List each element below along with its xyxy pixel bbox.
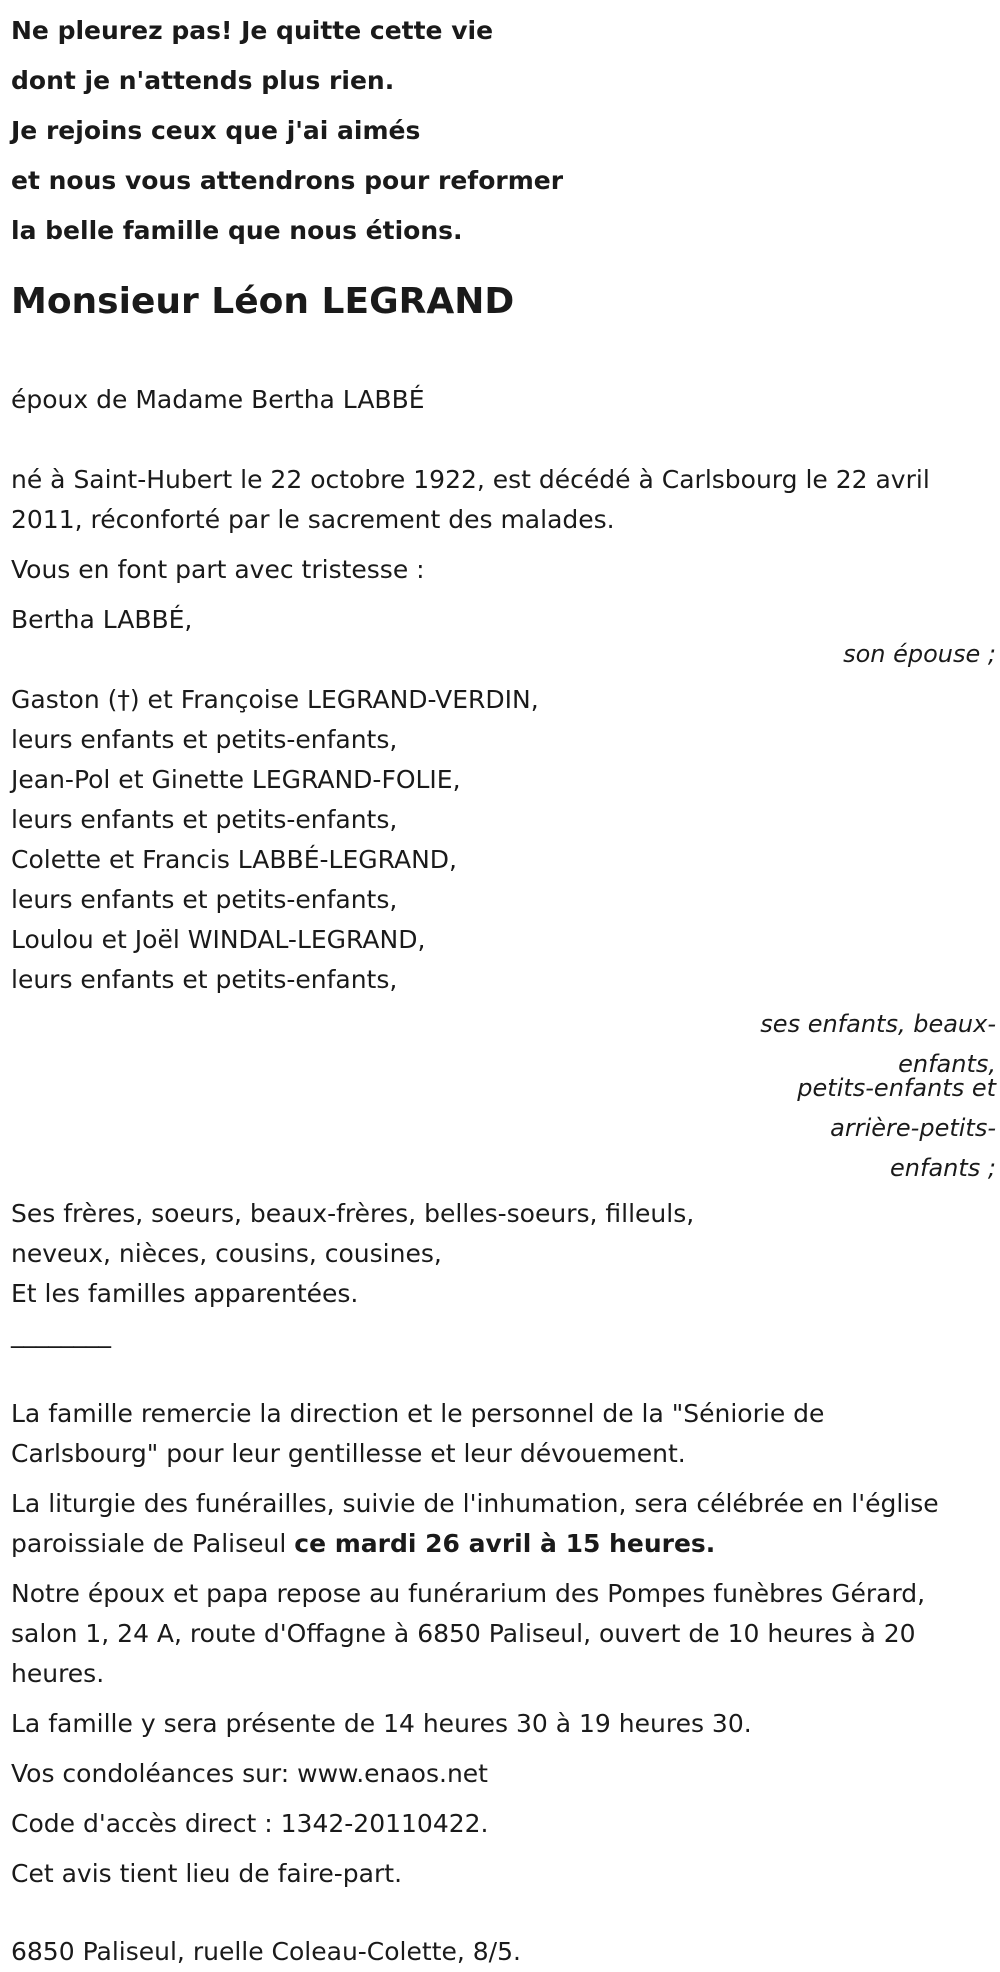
birth-death-info (11, 460, 1000, 540)
rest-line: salon 1, 24 A, route d'Offagne à 6850 Paliseul, ouvert de 10 heures à 20 (11, 1619, 916, 1648)
children-role-line: ses enfants, beaux- (760, 1010, 996, 1038)
funeral-paragraph (11, 1484, 1000, 1564)
presence-paragraph: La famille y sera présente de 14 heures 30 à 19 heures 30. (11, 1709, 752, 1738)
list-item: Ses frères, soeurs, beaux-frères, belles-soeurs, filleuls, (11, 1199, 695, 1228)
children-role-line: enfants, (898, 1050, 996, 1078)
children-role-line: petits-enfants et (797, 1074, 996, 1102)
children-list (11, 680, 1000, 1000)
list-item: leurs enfants et petits-enfants, (11, 885, 398, 914)
thanks-paragraph (11, 1394, 1000, 1474)
poem-line: dont je n'attends plus rien. (11, 66, 395, 95)
poem-line: Ne pleurez pas! Je quitte cette vie (11, 16, 494, 45)
list-item: leurs enfants et petits-enfants, (11, 805, 398, 834)
rest-paragraph (11, 1574, 1000, 1694)
list-item: Jean-Pol et Ginette LEGRAND-FOLIE, (11, 765, 461, 794)
condolences-paragraph: Vos condoléances sur: www.enaos.net (11, 1759, 488, 1788)
list-item: leurs enfants et petits-enfants, (11, 725, 398, 754)
poem-line: Je rejoins ceux que j'ai aimés (11, 116, 421, 145)
spouse-role: son épouse ; (843, 640, 996, 668)
funeral-line: La liturgie des funérailles, suivie de l'inhumation, sera célébrée en l'église (11, 1489, 939, 1518)
poem-line: et nous vous attendrons pour reformer (11, 166, 564, 195)
relatives-list (11, 1194, 1000, 1314)
funeral-line (11, 1524, 1000, 1564)
deceased-name: Monsieur Léon LEGRAND (11, 281, 515, 322)
notice-paragraph: Cet avis tient lieu de faire-part. (11, 1859, 403, 1888)
birth-death-line: 2011, réconforté par le sacrement des malades. (11, 505, 615, 534)
thanks-line: Carlsbourg" pour leur gentillesse et leur dévouement. (11, 1439, 686, 1468)
rest-line: heures. (11, 1659, 105, 1688)
spouse-name: Bertha LABBÉ, (11, 605, 193, 634)
poem (11, 0, 1000, 256)
announcement-intro: Vous en font part avec tristesse : (11, 555, 425, 584)
list-item: Loulou et Joël WINDAL-LEGRAND, (11, 925, 426, 954)
access-code-paragraph: Code d'accès direct : 1342-20110422. (11, 1809, 489, 1838)
spouse-line: époux de Madame Bertha LABBÉ (11, 385, 425, 414)
address: 6850 Paliseul, ruelle Coleau-Colette, 8/5. (11, 1937, 521, 1966)
thanks-line: La famille remercie la direction et le personnel de la "Séniorie de (11, 1399, 825, 1428)
list-item: Et les familles apparentées. (11, 1279, 359, 1308)
list-item: Gaston (†) et Françoise LEGRAND-VERDIN, (11, 685, 539, 714)
children-role-line: enfants ; (890, 1154, 996, 1182)
list-item: neveux, nièces, cousins, cousines, (11, 1239, 442, 1268)
funeral-location: paroissiale de Paliseul (11, 1529, 295, 1558)
children-role-line: arrière-petits- (830, 1114, 996, 1142)
children-role (11, 1004, 1000, 1188)
rest-line: Notre époux et papa repose au funérarium des Pompes funèbres Gérard, (11, 1579, 926, 1608)
funeral-date: ce mardi 26 avril à 15 heures. (294, 1529, 716, 1558)
list-item: Colette et Francis LABBÉ-LEGRAND, (11, 845, 457, 874)
poem-line: la belle famille que nous étions. (11, 216, 463, 245)
list-item: leurs enfants et petits-enfants, (11, 965, 398, 994)
details-section (11, 1394, 1000, 1972)
separator-line: ________ (11, 1319, 111, 1348)
birth-death-line: né à Saint-Hubert le 22 octobre 1922, est décédé à Carlsbourg le 22 avril (11, 465, 930, 494)
